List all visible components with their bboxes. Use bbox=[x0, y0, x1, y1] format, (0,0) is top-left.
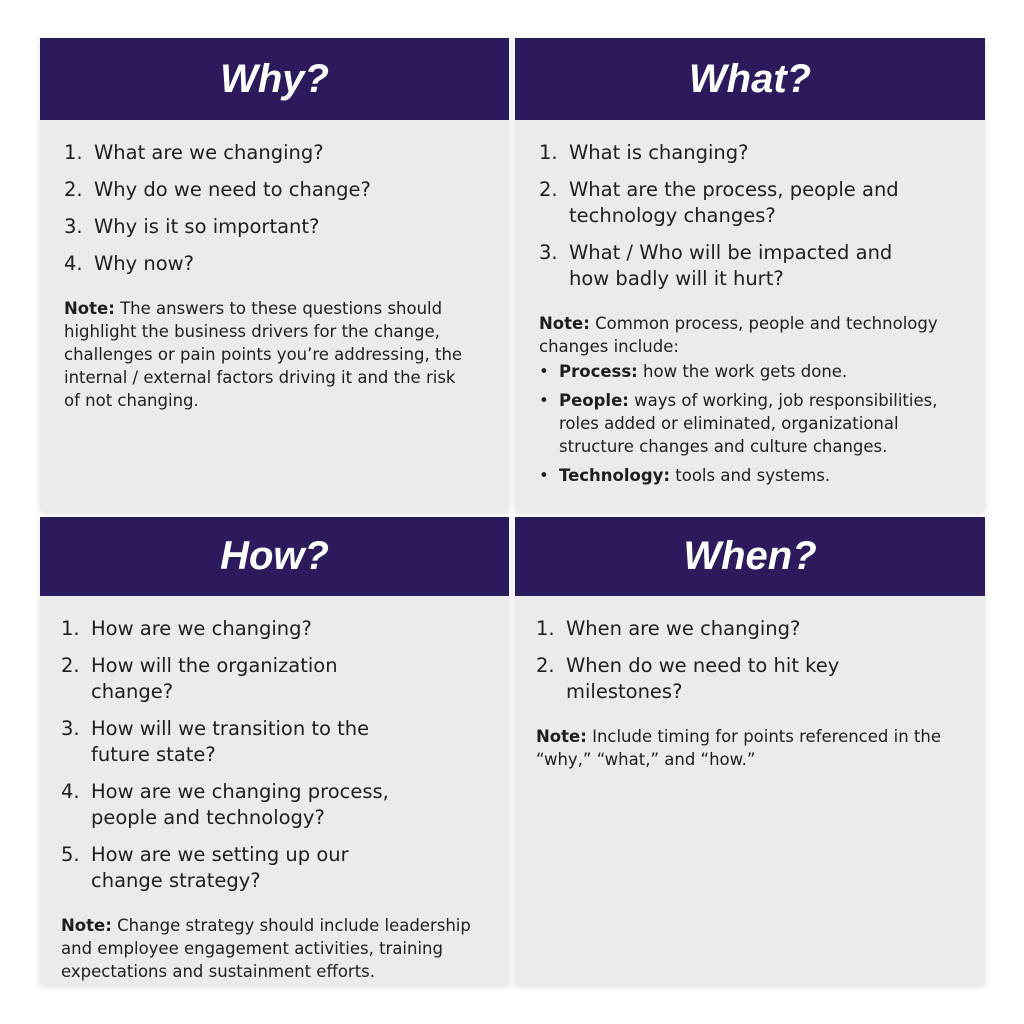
item-text: Why is it so important? bbox=[94, 215, 320, 238]
bullet-text: how the work gets done. bbox=[637, 362, 848, 381]
why-panel bbox=[40, 38, 509, 511]
item-number: 3. bbox=[539, 241, 558, 264]
what-question-list bbox=[539, 140, 961, 292]
item-text: How are we changing? bbox=[91, 617, 312, 640]
bullet-icon: • bbox=[539, 466, 549, 485]
list-item bbox=[64, 214, 445, 240]
item-number: 2. bbox=[61, 654, 80, 677]
note-label: Note: bbox=[536, 727, 587, 746]
bullet-item bbox=[539, 464, 961, 487]
when-note bbox=[536, 725, 961, 771]
note-text: Include timing for points referenced in the “why,” “what,” and “how.” bbox=[536, 727, 941, 769]
when-header: When? bbox=[515, 517, 985, 596]
why-question-list bbox=[64, 140, 485, 277]
bullet-text: tools and systems. bbox=[670, 466, 831, 485]
item-number: 2. bbox=[539, 178, 558, 201]
item-text: What are the process, people and technology changes? bbox=[569, 178, 899, 227]
item-number: 5. bbox=[61, 843, 80, 866]
bullet-text: ways of working, job responsibilities, roles added or eliminated, organizational structure changes and culture changes. bbox=[559, 391, 938, 456]
bullet-label: Technology: bbox=[559, 466, 671, 485]
bullet-icon: • bbox=[539, 391, 549, 410]
item-text: When are we changing? bbox=[566, 617, 801, 640]
item-number: 1. bbox=[64, 141, 83, 164]
list-item bbox=[64, 177, 445, 203]
item-text: What are we changing? bbox=[94, 141, 324, 164]
item-text: Why now? bbox=[94, 252, 194, 275]
item-number: 4. bbox=[61, 780, 80, 803]
list-item bbox=[61, 653, 405, 705]
what-note bbox=[539, 312, 961, 358]
item-text: What is changing? bbox=[569, 141, 749, 164]
item-text: What / Who will be impacted and how badly will it hurt? bbox=[569, 241, 893, 290]
item-number: 3. bbox=[61, 717, 80, 740]
what-header: What? bbox=[515, 38, 985, 120]
how-header: How? bbox=[40, 517, 509, 596]
item-number: 2. bbox=[64, 178, 83, 201]
item-text: How will we transition to the future state? bbox=[91, 717, 370, 766]
item-text: Why do we need to change? bbox=[94, 178, 371, 201]
list-item bbox=[539, 140, 921, 166]
item-number: 3. bbox=[64, 215, 83, 238]
bullet-item bbox=[539, 360, 961, 383]
how-question-list bbox=[61, 616, 485, 894]
bullet-icon: • bbox=[539, 362, 549, 381]
when-question-list bbox=[536, 616, 961, 705]
list-item bbox=[64, 140, 445, 166]
item-number: 1. bbox=[61, 617, 80, 640]
why-note bbox=[64, 297, 485, 412]
note-text: Common process, people and technology changes include: bbox=[539, 314, 938, 356]
note-label: Note: bbox=[539, 314, 590, 333]
list-item bbox=[64, 251, 445, 277]
how-panel bbox=[40, 517, 509, 985]
list-item bbox=[61, 779, 405, 831]
bullet-label: People: bbox=[559, 391, 629, 410]
list-item bbox=[61, 616, 405, 642]
change-type-list bbox=[539, 360, 961, 487]
item-number: 2. bbox=[536, 654, 555, 677]
how-note bbox=[61, 914, 485, 983]
what-panel bbox=[515, 38, 985, 511]
item-number: 4. bbox=[64, 252, 83, 275]
item-text: How will the organization change? bbox=[91, 654, 338, 703]
item-text: How are we changing process, people and technology? bbox=[91, 780, 389, 829]
list-item bbox=[539, 240, 921, 292]
note-label: Note: bbox=[64, 299, 115, 318]
list-item bbox=[536, 653, 851, 705]
bullet-label: Process: bbox=[559, 362, 638, 381]
item-text: How are we setting up our change strategy? bbox=[91, 843, 349, 892]
item-number: 1. bbox=[539, 141, 558, 164]
note-text: Change strategy should include leadership and employee engagement activities, training expectations and sustainment efforts. bbox=[61, 916, 471, 981]
list-item bbox=[539, 177, 921, 229]
list-item bbox=[536, 616, 851, 642]
list-item bbox=[61, 842, 405, 894]
item-text: When do we need to hit key milestones? bbox=[566, 654, 840, 703]
note-text: The answers to these questions should highlight the business drivers for the change, challenges or pain points you’re addressing, the internal / external factors driving it and the risk of not changing. bbox=[64, 299, 463, 410]
why-header: Why? bbox=[40, 38, 509, 120]
note-label: Note: bbox=[61, 916, 112, 935]
when-panel bbox=[515, 517, 985, 985]
item-number: 1. bbox=[536, 617, 555, 640]
list-item bbox=[61, 716, 405, 768]
bullet-item bbox=[539, 389, 961, 458]
